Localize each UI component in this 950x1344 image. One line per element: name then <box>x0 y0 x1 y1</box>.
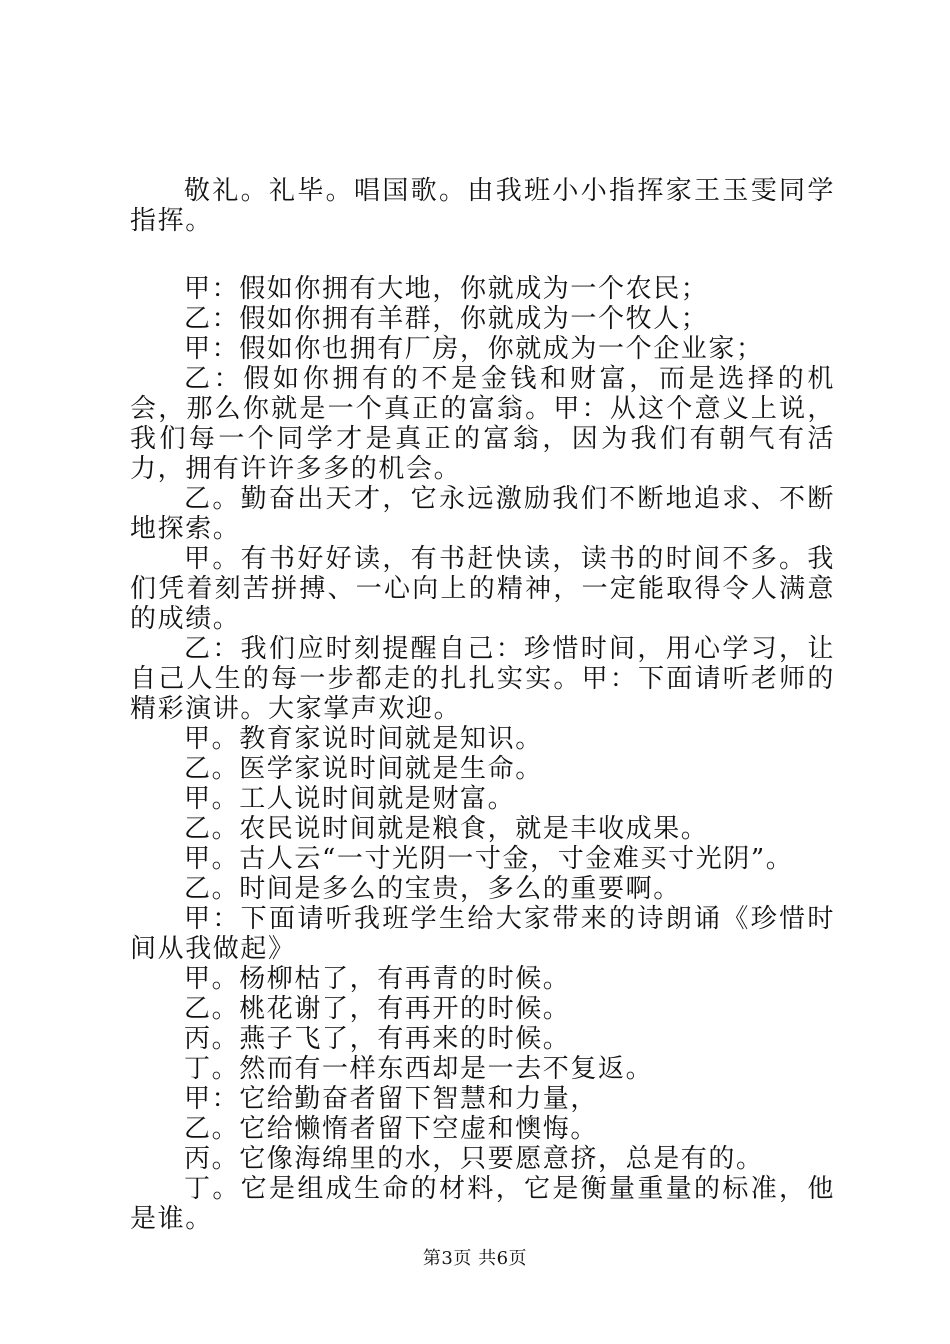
paragraph: 甲。杨柳枯了，有再青的时候。 <box>184 964 571 994</box>
paragraph: 敬礼。礼毕。唱国歌。由我班小小指挥家王玉雯同学指挥。 <box>130 176 835 236</box>
paragraph: 丁。然而有一样东西却是一去不复返。 <box>184 1054 654 1084</box>
paragraph: 甲。古人云“一寸光阴一寸金，寸金难买寸光阴”。 <box>184 844 794 874</box>
paragraph: 乙：假如你拥有羊群，你就成为一个牧人； <box>184 304 709 334</box>
paragraph: 乙：假如你拥有的不是金钱和财富，而是选择的机会，那么你就是一个真正的富翁。甲：从这个意义上说，我们每一个同学才是真正的富翁，因为我们有朝气有活力，拥有许许多多的机会。 <box>130 364 835 484</box>
paragraph: 乙。农民说时间就是粮食，就是丰收成果。 <box>184 814 709 844</box>
paragraph: 乙。勤奋出天才，它永远激励我们不断地追求、不断地探索。 <box>130 484 835 544</box>
paragraph: 丙。它像海绵里的水，只要愿意挤，总是有的。 <box>184 1144 764 1174</box>
paragraph: 乙。医学家说时间就是生命。 <box>184 754 543 784</box>
paragraph: 乙。它给懒惰者留下空虚和懊悔。 <box>184 1114 599 1144</box>
page-footer: 第3页 共6页 <box>422 1248 528 1269</box>
paragraph: 甲：它给勤奋者留下智慧和力量， <box>184 1084 599 1114</box>
paragraph: 甲。工人说时间就是财富。 <box>184 784 516 814</box>
paragraph: 甲：下面请听我班学生给大家带来的诗朗诵《珍惜时间从我做起》 <box>130 904 835 964</box>
document-body <box>130 176 835 1234</box>
paragraph: 乙。桃花谢了，有再开的时候。 <box>184 994 571 1024</box>
paragraph: 丁。它是组成生命的材料，它是衡量重量的标准，他是谁。 <box>130 1174 835 1234</box>
paragraph: 甲：假如你也拥有厂房，你就成为一个企业家； <box>184 334 764 364</box>
paragraph: 甲。有书好好读，有书赶快读，读书的时间不多。我们凭着刻苦拼搏、一心向上的精神，一定能取得令人满意的成绩。 <box>130 544 835 634</box>
paragraph: 乙。时间是多么的宝贵，多么的重要啊。 <box>184 874 681 904</box>
paragraph: 甲。教育家说时间就是知识。 <box>184 724 543 754</box>
paragraph: 丙。燕子飞了，有再来的时候。 <box>184 1024 571 1054</box>
paragraph: 甲：假如你拥有大地，你就成为一个农民； <box>184 274 709 304</box>
paragraph: 乙：我们应时刻提醒自己：珍惜时间，用心学习，让自己人生的每一步都走的扎扎实实。甲：下面请听老师的精彩演讲。大家掌声欢迎。 <box>130 634 835 724</box>
